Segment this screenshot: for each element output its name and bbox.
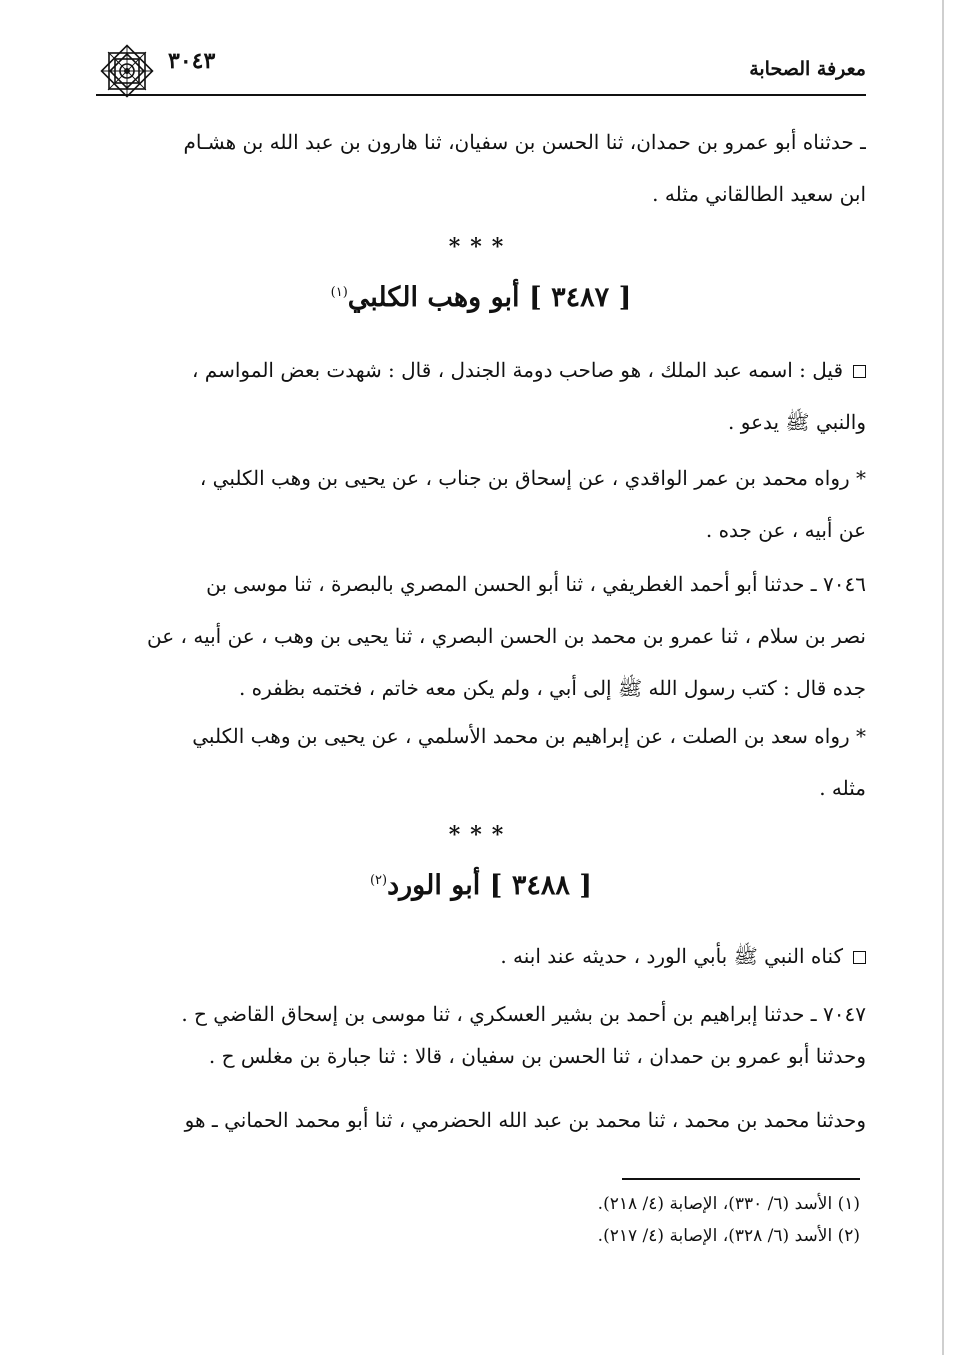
section-separator: *** <box>448 234 514 260</box>
text-line: وحدثنا محمد بن محمد ، ثنا محمد بن عبد الله الحضرمي ، ثنا أبو محمد الحماني ـ هو <box>184 1108 866 1132</box>
page-header <box>96 40 866 100</box>
footnote: (١) الأسد (٦/ ٣٣٠)، الإصابة (٤/ ٢١٨). <box>597 1194 860 1214</box>
entry-name: أبو الورد <box>387 870 481 901</box>
text-line: نصر بن سلام ، ثنا عمرو بن محمد بن الحسن البصري ، ثنا يحيى بن وهب ، عن أبيه ، عن <box>147 624 866 648</box>
page-number: ٣٠٤٣ <box>168 48 216 74</box>
text-line <box>96 930 866 982</box>
entry-number: [ ٣٤٨٨ ] <box>489 870 593 901</box>
square-bullet-icon <box>853 365 866 378</box>
text-line: جده قال : كتب رسول الله ﷺ إلى أبي ، ولم يكن معه خاتم ، فختمه بظفره . <box>238 676 866 700</box>
text-line: عن أبيه ، عن جده . <box>705 518 866 542</box>
entry-title <box>96 870 866 901</box>
text-line: والنبي ﷺ يدعو . <box>728 410 866 434</box>
text-line: ٧٠٤٦ ـ حدثنا أبو أحمد الغطريفي ، ثنا أبو الحسن المصري بالبصرة ، ثنا موسى بن <box>206 572 866 596</box>
text-line: * رواه سعد بن الصلت ، عن إبراهيم بن محمد الأسلمي ، عن يحيى بن وهب الكلبي <box>192 724 866 748</box>
footnote-marker: (٢) <box>369 873 388 888</box>
footnote: (٢) الأسد (٦/ ٣٢٨)، الإصابة (٤/ ٢١٧). <box>597 1226 860 1246</box>
entry-title <box>96 282 866 313</box>
section-separator: *** <box>448 822 514 848</box>
footnote-rule <box>622 1178 860 1180</box>
header-rule <box>96 94 866 96</box>
paragraph <box>96 558 866 714</box>
paragraph <box>96 710 866 814</box>
text-line: مثله . <box>819 776 866 800</box>
paragraph <box>96 988 866 1082</box>
running-title: معرفة الصحابة <box>749 58 866 80</box>
text-line: ابن سعيد الطالقاني مثله . <box>652 182 866 206</box>
text-line: ـ حدثناه أبو عمرو بن حمدان، ثنا الحسن بن سفيان، ثنا هارون بن عبد الله بن هشـام <box>183 130 866 154</box>
text-span: قيل : اسمه عبد الملك ، هو صاحب دومة الجندل ، قال : شهدت بعض المواسم ، <box>191 358 843 382</box>
paragraph <box>96 452 866 556</box>
text-line <box>96 344 866 396</box>
page-edge <box>942 0 944 1355</box>
text-line: ٧٠٤٧ ـ حدثنا إبراهيم بن أحمد بن بشير العسكري ، ثنا موسى بن إسحاق القاضي ح . <box>181 1002 866 1026</box>
footnote-marker: (١) <box>330 285 348 300</box>
entry-number: [ ٣٤٨٧ ] <box>528 282 632 313</box>
text-line: * رواه محمد بن عمر الواقدي ، عن إسحاق بن جناب ، عن يحيى بن وهب الكلبي ، <box>199 466 866 490</box>
text-span: كناه النبي ﷺ بأبي الورد ، حديثه عند ابنه . <box>500 944 843 968</box>
footnotes <box>90 1188 860 1252</box>
paragraph <box>96 930 866 982</box>
paragraph <box>96 1094 866 1146</box>
entry-name: أبو وهب الكلبي <box>347 282 520 313</box>
paragraph <box>96 116 866 220</box>
square-bullet-icon <box>853 951 866 964</box>
text-line: وحدثنا أبو عمرو بن حمدان ، ثنا الحسن بن سفيان ، قالا : ثنا جبارة بن مغلس ح . <box>208 1044 866 1068</box>
paragraph <box>96 344 866 448</box>
octagonal-star-ornament-icon <box>96 40 158 102</box>
